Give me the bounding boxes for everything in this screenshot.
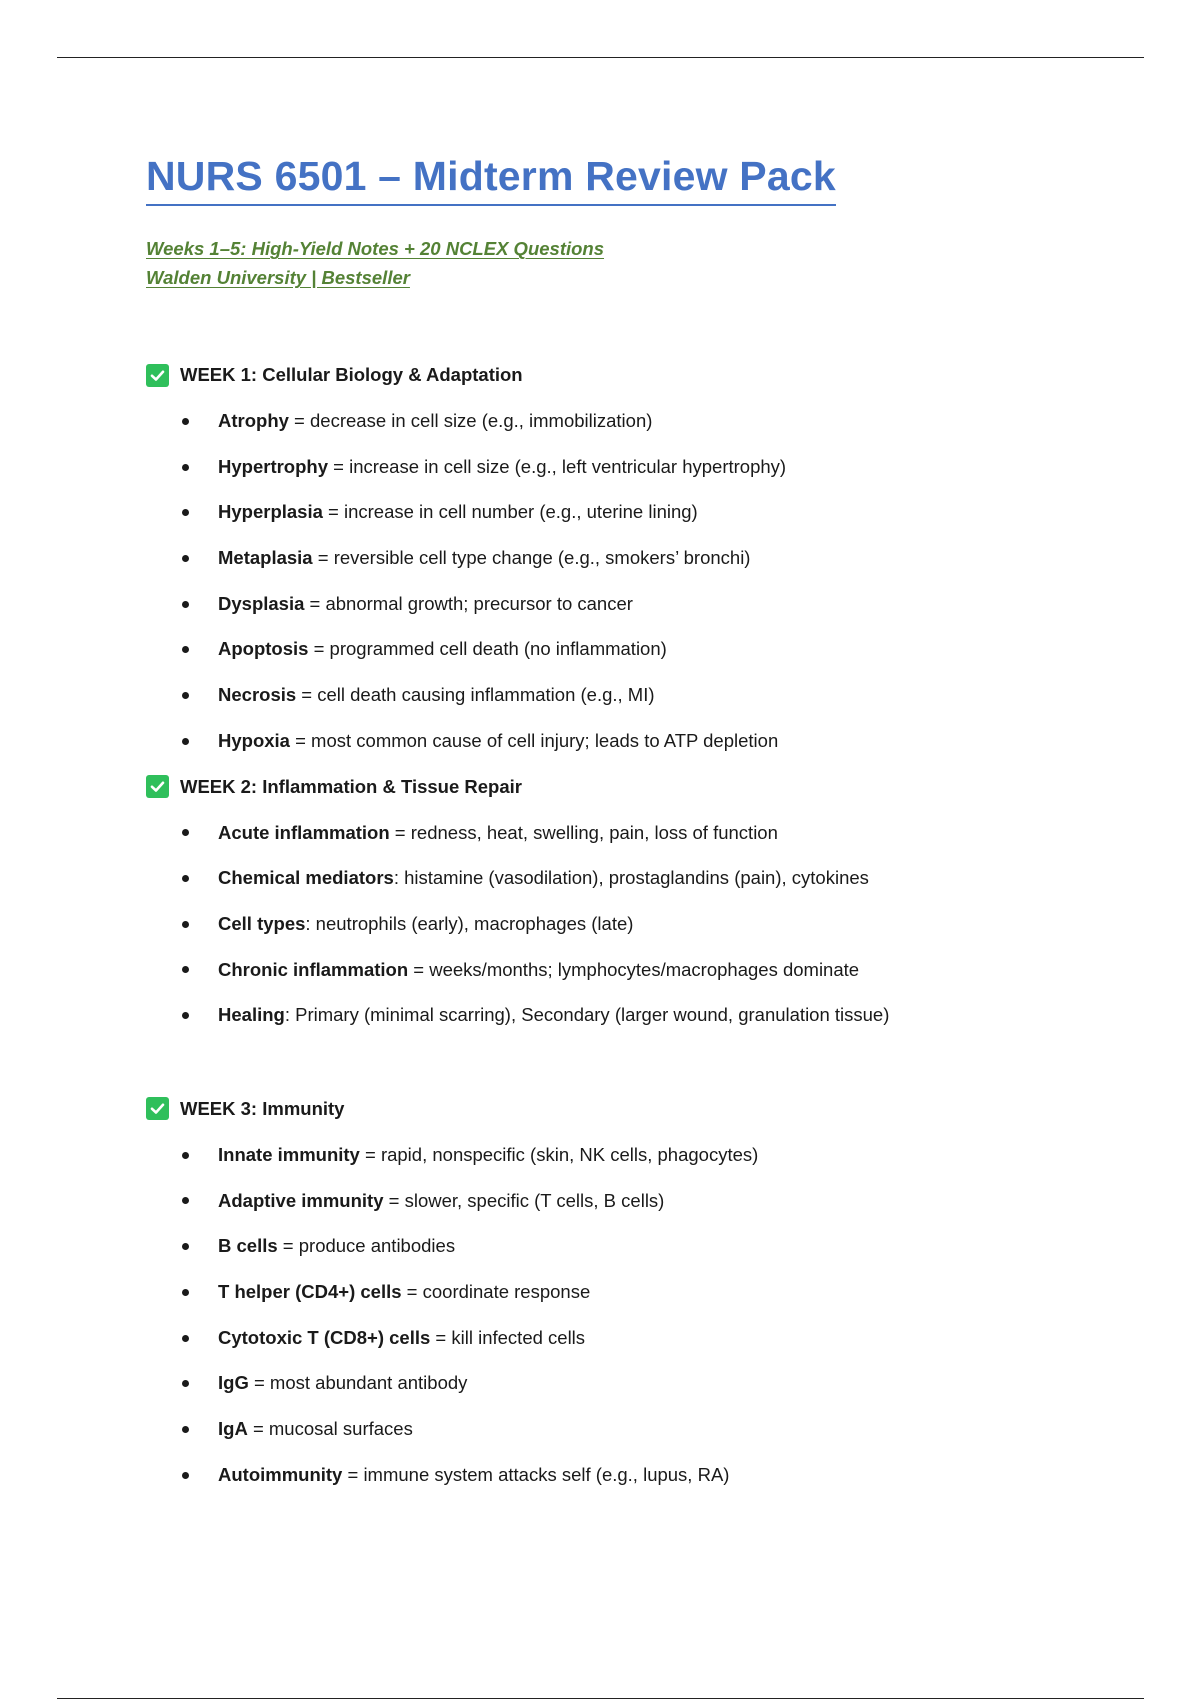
bullet-icon (182, 966, 189, 973)
list-item (146, 535, 1146, 581)
section-heading-text: WEEK 1: Cellular Biology & Adaptation (180, 364, 523, 385)
bullet-list (146, 398, 1146, 764)
bullet-icon (182, 555, 189, 562)
item-desc: = cell death causing inflammation (e.g., MI) (296, 684, 655, 706)
section-heading-text: WEEK 3: Immunity (180, 1097, 345, 1119)
section-week-3 (146, 1086, 1146, 1498)
list-item (146, 1360, 1146, 1406)
list-item (146, 1269, 1146, 1315)
bullet-list (146, 1132, 1146, 1498)
item-term: Hypertrophy (218, 455, 328, 477)
bullet-icon (182, 875, 189, 882)
check-box-icon (146, 1097, 169, 1120)
item-term: Cell types (218, 912, 306, 934)
bullet-icon (182, 738, 189, 745)
item-desc: = programmed cell death (no inflammation) (308, 638, 667, 660)
item-term: Innate immunity (218, 1143, 360, 1165)
list-item (146, 947, 1146, 993)
item-term: Adaptive immunity (218, 1189, 384, 1211)
bullet-icon (182, 1472, 189, 1479)
item-desc: = redness, heat, swelling, pain, loss of function (389, 821, 778, 843)
subtitle-university: Walden University | Bestseller (146, 267, 410, 288)
list-item (146, 992, 1146, 1038)
list-item (146, 489, 1146, 535)
item-desc: = increase in cell size (e.g., left ventricular hypertrophy) (328, 455, 787, 477)
bottom-rule (57, 1698, 1144, 1699)
bullet-icon (182, 829, 189, 836)
item-desc: = immune system attacks self (e.g., lupus, RA) (342, 1463, 730, 1485)
list-item (146, 581, 1146, 627)
bullet-icon (182, 1380, 189, 1387)
item-term: Acute inflammation (218, 821, 390, 843)
list-item (146, 672, 1146, 718)
section-heading (146, 352, 1146, 398)
item-desc: = rapid, nonspecific (skin, NK cells, phagocytes) (359, 1143, 759, 1165)
list-item (146, 810, 1146, 856)
item-term: Autoimmunity (218, 1463, 343, 1485)
list-item (146, 1132, 1146, 1178)
item-term: Metaplasia (218, 547, 313, 569)
item-desc: = kill infected cells (430, 1326, 586, 1348)
bullet-icon (182, 1197, 189, 1204)
item-term: Hypoxia (218, 729, 290, 751)
item-desc: = most common cause of cell injury; leads to ATP depletion (289, 729, 779, 751)
bullet-icon (182, 692, 189, 699)
item-desc: = decrease in cell size (e.g., immobilization) (288, 410, 653, 431)
bullet-icon (182, 1243, 189, 1250)
bullet-icon (182, 509, 189, 516)
item-desc: = reversible cell type change (e.g., smokers’ bronchi) (312, 547, 751, 569)
bullet-list (146, 810, 1146, 1038)
bullet-icon (182, 646, 189, 653)
item-term: B cells (218, 1235, 278, 1257)
item-desc: : Primary (minimal scarring), Secondary (larger wound, granulation tissue) (284, 1004, 890, 1026)
item-term: Necrosis (218, 684, 297, 706)
bullet-icon (182, 1012, 189, 1019)
bullet-icon (182, 601, 189, 608)
item-term: IgA (218, 1418, 248, 1440)
section-heading (146, 764, 1146, 810)
item-term: Cytotoxic T (CD8+) cells (218, 1326, 431, 1348)
item-term: IgG (218, 1372, 249, 1394)
item-desc: = increase in cell number (e.g., uterine lining) (322, 501, 698, 523)
item-term: Apoptosis (218, 638, 309, 660)
check-box-icon (146, 775, 169, 798)
list-item (146, 855, 1146, 901)
section-heading-text: WEEK 2: Inflammation & Tissue Repair (180, 775, 522, 797)
list-item (146, 1406, 1146, 1452)
item-desc: : neutrophils (early), macrophages (late) (305, 912, 634, 934)
section-week-2 (146, 764, 1146, 1038)
bullet-icon (182, 1152, 189, 1159)
section-week-1 (146, 352, 1146, 764)
list-item (146, 718, 1146, 764)
item-desc: = mucosal surfaces (247, 1418, 413, 1440)
bullet-icon (182, 1289, 189, 1296)
top-rule (57, 57, 1144, 58)
bullet-icon (182, 1426, 189, 1433)
bullet-icon (182, 1335, 189, 1342)
list-item (146, 1452, 1146, 1498)
item-term: Healing (218, 1004, 285, 1026)
item-desc: : histamine (vasodilation), prostaglandins (pain), cytokines (393, 867, 869, 889)
list-item (146, 1178, 1146, 1224)
bullet-icon (182, 464, 189, 471)
check-box-icon (146, 364, 169, 387)
list-item (146, 1223, 1146, 1269)
list-item (146, 901, 1146, 947)
item-desc: = weeks/months; lymphocytes/macrophages dominate (408, 958, 860, 980)
item-term: Chronic inflammation (218, 958, 409, 980)
list-item (146, 626, 1146, 672)
document-title: NURS 6501 – Midterm Review Pack (146, 148, 836, 206)
item-term: T helper (CD4+) cells (218, 1281, 402, 1302)
item-desc: = coordinate response (401, 1281, 591, 1302)
item-desc: = abnormal growth; precursor to cancer (304, 592, 633, 614)
section-heading (146, 1086, 1146, 1132)
bullet-icon (182, 418, 189, 425)
item-term: Chemical mediators (218, 867, 394, 889)
item-desc: = slower, specific (T cells, B cells) (383, 1189, 665, 1211)
bullet-icon (182, 921, 189, 928)
list-item (146, 1315, 1146, 1361)
document-body (146, 148, 1146, 1497)
item-term: Hyperplasia (218, 501, 323, 523)
list-item (146, 444, 1146, 490)
item-desc: = produce antibodies (277, 1235, 456, 1257)
item-desc: = most abundant antibody (248, 1372, 468, 1394)
list-item (146, 398, 1146, 444)
item-term: Dysplasia (218, 592, 305, 614)
item-term: Atrophy (218, 410, 289, 431)
subtitle-block (146, 234, 1146, 292)
subtitle-weeks: Weeks 1–5: High-Yield Notes + 20 NCLEX Questions (146, 238, 605, 259)
